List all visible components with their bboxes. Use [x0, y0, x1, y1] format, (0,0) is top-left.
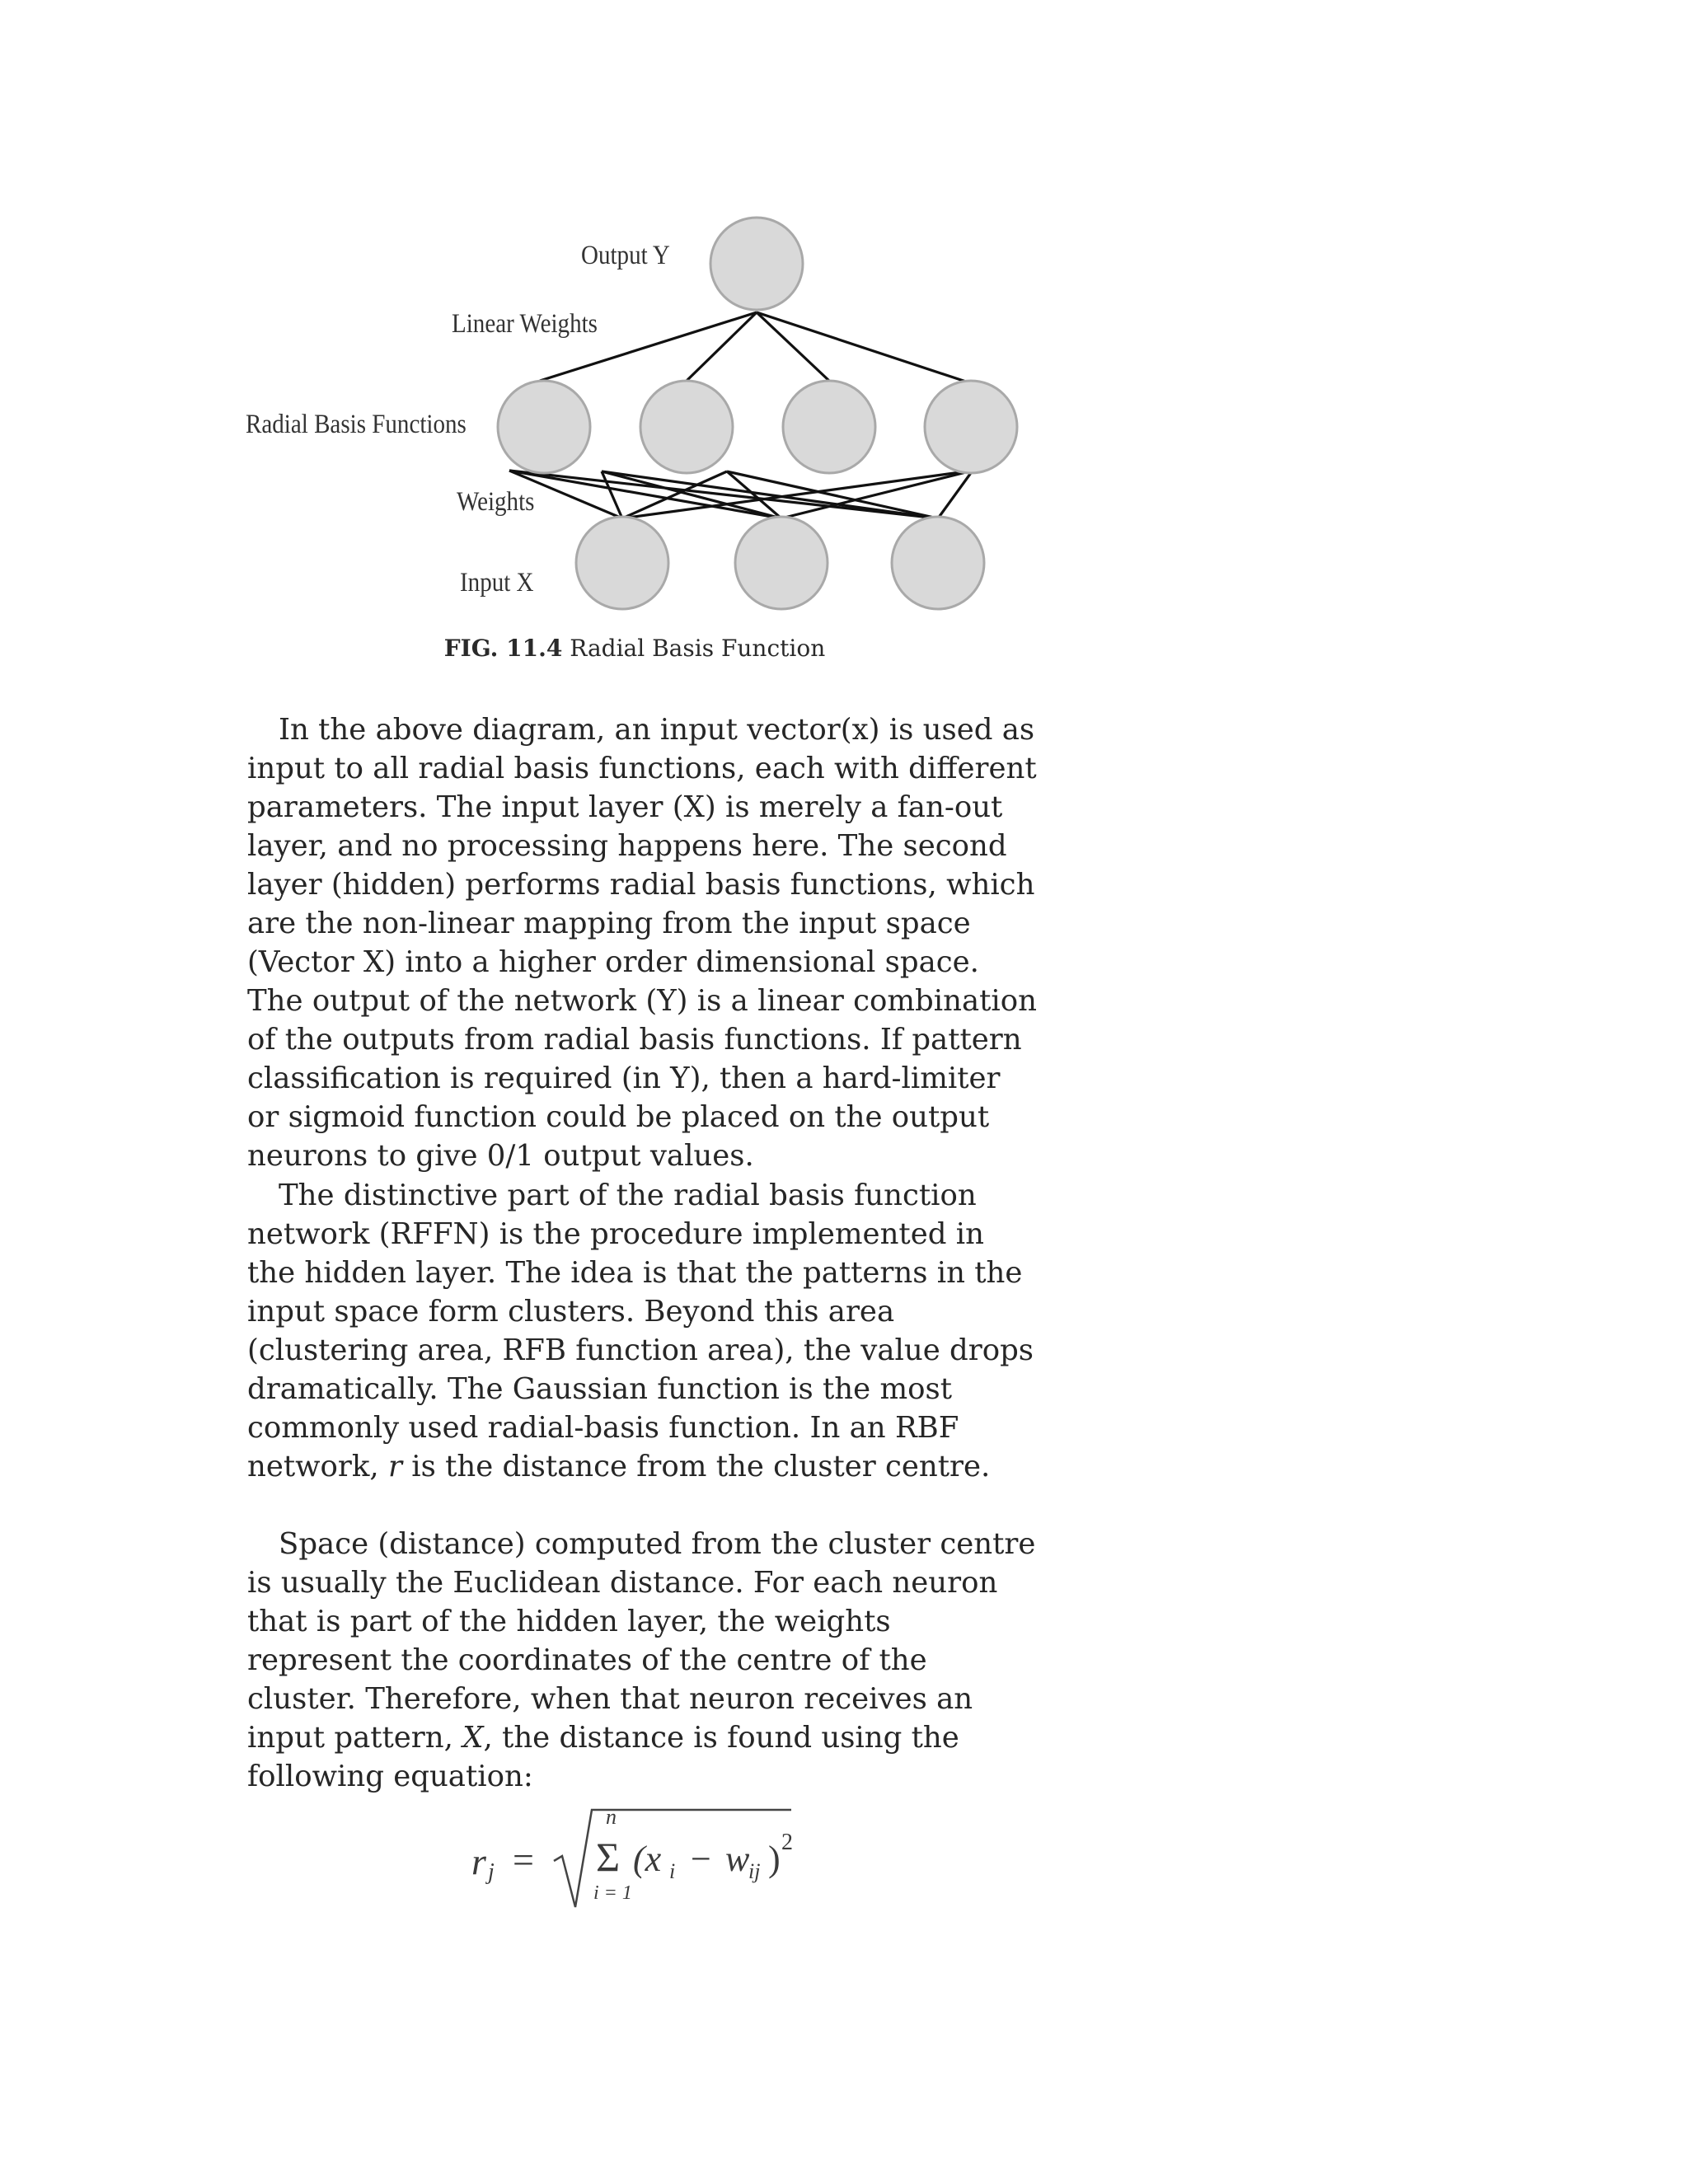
variable-x: X [462, 1721, 484, 1755]
linear-weight-edge [757, 312, 971, 383]
output-node [710, 218, 803, 310]
label-radial-basis-functions: Radial Basis Functions [246, 410, 467, 439]
eq-w: w [725, 1839, 750, 1879]
paragraph-3-tail: , the distance is found using the following equation: [247, 1721, 959, 1793]
eq-sum-lower: i = 1 [593, 1882, 632, 1904]
eq-w-sub: ij [748, 1859, 761, 1883]
eq-lhs: r [471, 1840, 486, 1882]
eq-lhs-sub: j [488, 1859, 495, 1885]
caption-number: FIG. 11.4 [443, 635, 563, 662]
variable-r: r [387, 1450, 402, 1483]
eq-equals: = [513, 1839, 534, 1881]
paragraph-1 [247, 710, 1039, 1175]
input-node [576, 517, 668, 609]
eq-sum-upper: n [606, 1805, 617, 1829]
eq-power: 2 [781, 1830, 793, 1855]
label-linear-weights: Linear Weights [452, 309, 598, 339]
paragraph-1-text: In the above diagram, an input vector(x) is used as input to all radial basis functions, each with different parameters. The input layer (X) is merely a fan-out layer, and no processing happens here. The second layer (hidden) performs radial basis functions, which are the non-linear mapping from the input space (Vector X) into a higher order dimensional space. The output of the network (Y) is a linear combination of the outputs from radial basis functions. If pattern classification is required (in Y), then a hard-limiter or sigmoid function could be placed on the output neurons to give 0/1 output values. [247, 713, 1037, 1173]
distance-equation [462, 1797, 841, 1937]
rbf-node [498, 381, 590, 473]
input-node [892, 517, 984, 609]
linear-weight-edge [757, 312, 829, 381]
label-output-y: Output Y [581, 241, 670, 270]
figure-caption [0, 635, 1269, 662]
paragraph-3-text: Space (distance) computed from the cluster centre is usually the Euclidean distance. For each neuron that is part of the hidden layer, the weights represent the coordinates of the centre of the cluster. Therefore, when that neuron receives an input pattern, [247, 1527, 1036, 1755]
eq-term: (x [633, 1839, 662, 1879]
input-node [735, 517, 828, 609]
rbf-node [783, 381, 875, 473]
paragraph-3 [247, 1525, 1039, 1796]
label-weights: Weights [457, 487, 535, 517]
rbf-node [640, 381, 733, 473]
paragraph-2-text: The distinctive part of the radial basis function network (RFFN) is the procedure implemented in the hidden layer. The idea is that the patterns in the input space form clusters. Beyond this area (clustering area, RFB function area), the value drops dramatically. The Gaussian function is the most commonly used radial-basis function. In an RBF network, [247, 1179, 1034, 1483]
paragraph-2-tail: is the distance from the cluster centre. [411, 1450, 991, 1483]
eq-sigma: Σ [596, 1834, 621, 1880]
eq-close: ) [768, 1839, 781, 1879]
label-input-x: Input X [460, 568, 534, 598]
eq-minus: − [691, 1839, 711, 1879]
rbf-node [925, 381, 1017, 473]
eq-term-sub: i [669, 1859, 676, 1883]
caption-text: Radial Basis Function [570, 635, 826, 662]
paragraph-2 [247, 1176, 1039, 1486]
rbf-network-figure [239, 210, 1047, 622]
